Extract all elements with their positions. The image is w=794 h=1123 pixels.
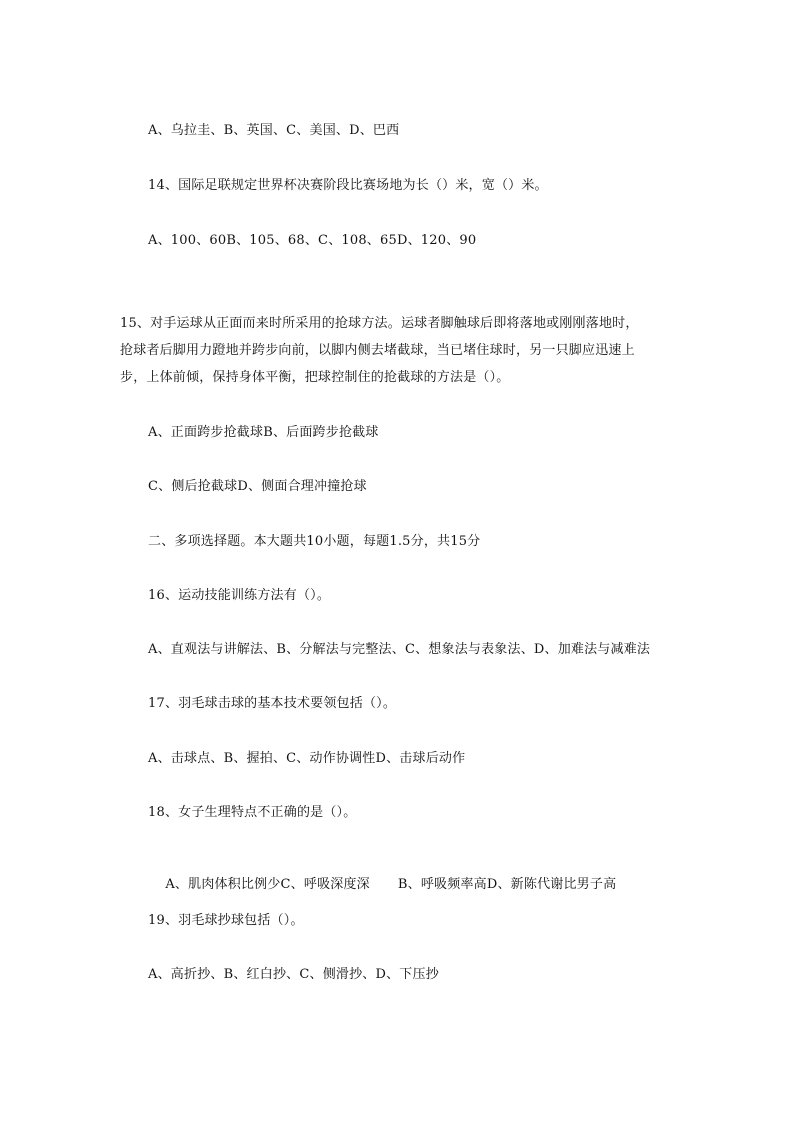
q15-options-line-2: C、侧后抢截球D、侧面合理冲撞抢球 bbox=[148, 479, 367, 494]
q19-stem: 19、羽毛球抄球包括（）。 bbox=[148, 913, 304, 928]
q18-options bbox=[148, 858, 616, 912]
q15-stem-line-3: 步，上体前倾，保持身体平衡，把球控制住的抢截球的方法是（）。 bbox=[120, 370, 510, 385]
q15-stem-line-2: 抢球者后脚用力蹬地并跨步向前，以脚内侧去堵截球，当已堵住球时，另一只脚应迅速上 bbox=[120, 343, 635, 358]
q18-options-part-1: A、肌肉体积比例少C、呼吸深度深 bbox=[165, 877, 370, 892]
q16-stem: 16、运动技能训练方法有（）。 bbox=[148, 588, 331, 603]
q18-stem: 18、女子生理特点不正确的是（）。 bbox=[148, 805, 357, 820]
q17-stem: 17、羽毛球击球的基本技术要领包括（）。 bbox=[148, 696, 397, 711]
section-title: 二、多项选择题。本大题共10小题，每题1.5分，共15分 bbox=[148, 534, 481, 549]
q15-stem-line-1: 15、对手运球从正面而来时所采用的抢球方法。运球者脚触球后即将落地或刚刚落地时， bbox=[120, 316, 639, 331]
q15-options-line-1: A、正面跨步抢截球B、后面跨步抢截球 bbox=[148, 425, 379, 440]
q16-options: A、直观法与讲解法、B、分解法与完整法、C、想象法与表象法、D、加难法与减难法 bbox=[148, 642, 651, 657]
q18-options-part-2: B、呼吸频率高D、新陈代谢比男子高 bbox=[397, 877, 617, 892]
q14-options: A、100、60B、105、68、C、108、65D、120、90 bbox=[148, 233, 477, 248]
q13-options: A、乌拉圭、B、英国、C、美国、D、巴西 bbox=[148, 123, 400, 138]
q19-options: A、高折抄、B、红白抄、C、侧滑抄、D、下压抄 bbox=[148, 967, 439, 982]
q14-stem: 14、国际足联规定世界杯决赛阶段比赛场地为长（）米，宽（）米。 bbox=[148, 178, 548, 193]
q17-options: A、击球点、B、握拍、C、动作协调性D、击球后动作 bbox=[148, 751, 466, 766]
